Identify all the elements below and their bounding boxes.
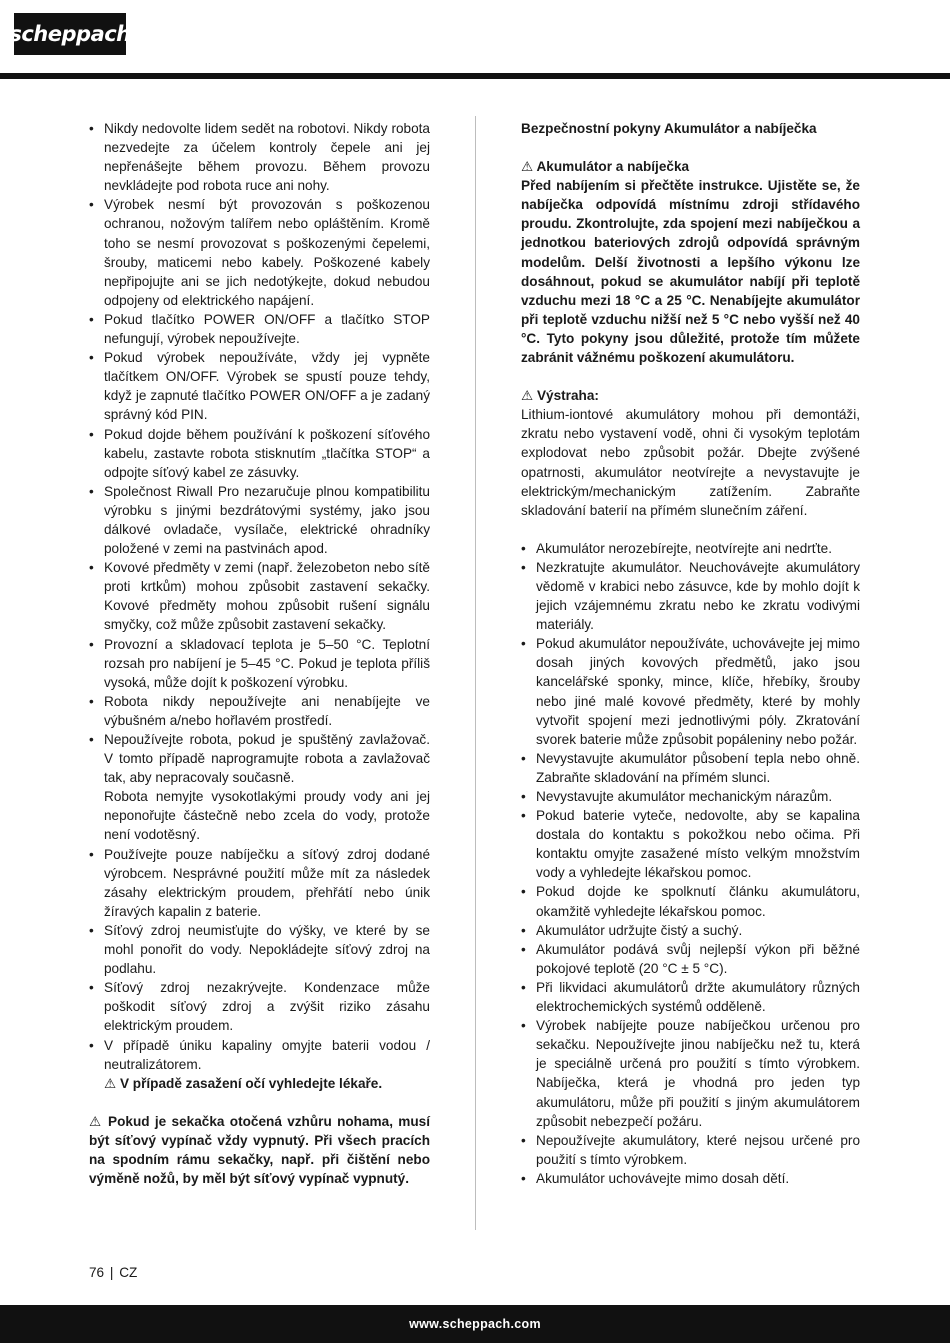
warning-heading (521, 386, 860, 405)
left-column (89, 119, 430, 1188)
brand-logo: scheppach (14, 13, 126, 55)
list-item: • Pokud akumulátor nepoužíváte, uchovávejte jej mimo dosah jiných kovových předmětů, jako jsou kancelářské sponky, mince, klíče, hřebíky, šrouby nebo jiné malé kovové předměty, které by mohly vytvořit spojení mezi jednotlivými póly. Zkratování svorek baterie může způsobit popáleniny nebo požár. (521, 634, 860, 749)
list-item: • Síťový zdroj neumisťujte do výšky, ve které by se mohl ponořit do vody. Nepokládejte síťový zdroj na podlahu. (89, 921, 430, 978)
footer-bar (0, 1305, 950, 1343)
right-column (521, 119, 860, 1188)
column-divider (475, 116, 476, 1230)
list-item: • Kovové předměty v zemi (např. železobeton nebo sítě proti krtkům) mohou způsobit zastavení sekačky. Kovové předměty mohou způsobit rušení signálu smyčky, což může způsobit zastavení sekačky. (89, 558, 430, 634)
list-item: • Pokud dojde ke spolknutí článku akumulátoru, okamžitě vyhledejte lékařskou pomoc. (521, 882, 860, 920)
warning-heading-text: Výstraha: (536, 388, 599, 404)
page-separator: | (109, 1265, 114, 1280)
list-item: • Nepoužívejte akumulátory, které nejsou určené pro použití s tímto výrobkem. (521, 1131, 860, 1169)
warning-icon: ⚠ (104, 1075, 117, 1091)
list-item: • Pokud dojde během používání k poškození síťového kabelu, zastavte robota stisknutím „tlačítka STOP“ a odpojte síťový kabel ze zásuvky. (89, 425, 430, 482)
list-item: • V případě úniku kapaliny omyjte baterii vodou / neutralizátorem. (89, 1036, 430, 1074)
list-item: • Akumulátor udržujte čistý a suchý. (521, 921, 860, 940)
list-item: • Nevystavujte akumulátor mechanickým nárazům. (521, 787, 860, 806)
list-item: • Pokud baterie vyteče, nedovolte, aby se kapalina dostala do kontaktu s pokožkou nebo očima. Při kontaktu omyjte zasažené místo velkým množstvím vody a vyhledejte lékařskou pomoc. (521, 806, 860, 882)
list-item: • Nezkratujte akumulátor. Neuchovávejte akumulátory vědomě v krabici nebo zásuvce, kde by mohlo dojít k jejich vzájemnému zkratu nebo ke zkratu vodivými materiály. (521, 558, 860, 634)
sub-paragraph: Robota nemyjte vysokotlakými proudy vody ani jej neponořujte částečně nebo zcela do vody, protože není vodotěsný. (104, 789, 430, 843)
eye-warning (89, 1074, 430, 1093)
warning-icon: ⚠ (521, 159, 534, 175)
list-item: • Nevystavujte akumulátor působení tepla nebo ohně. Zabraňte skladování na přímém slunci. (521, 749, 860, 787)
list-item: • Akumulátor nerozebírejte, neotvírejte ani nedrťte. (521, 539, 860, 558)
list-item: • Pokud tlačítko POWER ON/OFF a tlačítko STOP nefungují, výrobek nepoužívejte. (89, 310, 430, 348)
list-item: • Používejte pouze nabíječku a síťový zdroj dodané výrobcem. Nesprávné použití může mít za následek zásahy elektrickým proudem, přehřátí nebo únik žíravých kapalin z baterie. (89, 845, 430, 921)
battery-text: Před nabíjením si přečtěte instrukce. Ujistěte se, že nabíječka odpovídá místnímu zdroji střídavého proudu. Zkontrolujte, zda spojení mezi nabíječkou a jednotkou bateriových zdrojů odpovídá správným modelům. Delší životnosti a lepšího výkonu lze dosáhnout, pokud se akumulátor nabíjí při teplotě vzduchu mezi 18 °C a 25 °C. Nenabíjejte akumulátor při teplotě vzduchu nižší než 5 °C nebo vyšší než 40 °C. Tyto pokyny jsou důležité, protože tím můžete zabránit vážnému poškození akumulátoru. (521, 178, 860, 366)
safety-list-right (521, 539, 860, 1188)
list-item: • Akumulátor uchovávejte mimo dosah dětí. (521, 1169, 860, 1188)
list-item: • Robota nikdy nepoužívejte ani nenabíjejte ve výbušném a/nebo hořlavém prostředí. (89, 692, 430, 730)
warning-icon: ⚠ (89, 1113, 103, 1129)
list-item: • Při likvidaci akumulátorů držte akumulátory různých elektrochemických systémů odděleně. (521, 978, 860, 1016)
safety-list-left-a (89, 119, 430, 787)
final-warning (89, 1112, 430, 1188)
list-item: • Akumulátor podává svůj nejlepší výkon při běžné pokojové teplotě (20 °C ± 5 °C). (521, 940, 860, 978)
warning-icon: ⚠ (521, 388, 534, 404)
list-item: • Nepoužívejte robota, pokud je spuštěný zavlažovač. V tomto případě naprogramujte robota a zavlažovač tak, aby nepracovaly současně. (89, 730, 430, 787)
battery-heading-text: Akumulátor a nabíječka (536, 159, 690, 175)
list-item: • Síťový zdroj nezakrývejte. Kondenzace může poškodit síťový zdroj a zvýšit riziko zásahu elektrickým proudem. (89, 978, 430, 1035)
list-item: • Nikdy nedovolte lidem sedět na robotovi. Nikdy robota nezvedejte za účelem kontroly čepele ani jej nepřenášejte během provozu. Během provozu nevkládejte pod robota ruce ani nohy. (89, 119, 430, 195)
page-number-value: 76 (89, 1265, 105, 1280)
list-item: • Pokud výrobek nepoužíváte, vždy jej vypněte tlačítkem ON/OFF. Výrobek se spustí pouze tehdy, když je zapnuté tlačítko POWER ON/OFF a je zadaný správný kód PIN. (89, 348, 430, 424)
safety-list-left-b (89, 845, 430, 1074)
header-rule (0, 73, 950, 79)
battery-heading (521, 157, 860, 176)
page-number (89, 1265, 137, 1280)
list-item: • Společnost Riwall Pro nezaručuje plnou kompatibilitu výrobku s jinými bezdrátovými systémy, jako jsou dálkové ovladače, vysílače, elektrické ohradníky položené v zemi na pastvinách apod. (89, 482, 430, 558)
section-title: Bezpečnostní pokyny Akumulátor a nabíječka (521, 121, 817, 136)
language-code: CZ (119, 1265, 138, 1280)
footer-url[interactable]: www.scheppach.com (409, 1317, 541, 1331)
eye-warning-text: V případě zasažení očí vyhledejte lékaře. (119, 1075, 383, 1091)
final-warning-text: Pokud je sekačka otočená vzhůru nohama, musí být síťový vypínač vždy vypnutý. Při všech pracích na spodním rámu sekačky, např. při čištění nebo výměně nožů, by měl být síťový vypínač vypnutý. (89, 1113, 431, 1187)
list-item: • Výrobek nabíjejte pouze nabíječkou určenou pro sekačku. Nepoužívejte jinou nabíječku než tu, která je speciálně určená pro použití s tímto výrobkem. Nabíječka, která je vhodná pro jeden typ akumulátoru, může při použití s jiným akumulátorem způsobit nebezpečí požáru. (521, 1016, 860, 1131)
list-item: • Provozní a skladovací teplota je 5–50 °C. Teplotní rozsah pro nabíjení je 5–45 °C. Pokud je teplota příliš vysoká, může dojít k poškození výrobku. (89, 635, 430, 692)
list-item: • Výrobek nesmí být provozován s poškozenou ochranou, nožovým talířem nebo opláštěním. Kromě toho se nesmí provozovat s poškozenými čepelemi, šrouby, maticemi nebo kabely. Poškozené kabely nepřipojujte ani se jich nedotýkejte, dokud nebudou odpojeny od elektrického napájení. (89, 195, 430, 310)
warning-text: Lithium-iontové akumulátory mohou při demontáži, zkratu nebo vystavení vodě, ohni či vysokým teplotám explodovat nebo způsobit požár. Dbejte zvýšené opatrnosti, akumulátor neotvírejte a nevystavujte je elektrickým/mechanickým zatížením. Zabraňte skladování baterií na přímém slunečním záření. (521, 407, 860, 518)
